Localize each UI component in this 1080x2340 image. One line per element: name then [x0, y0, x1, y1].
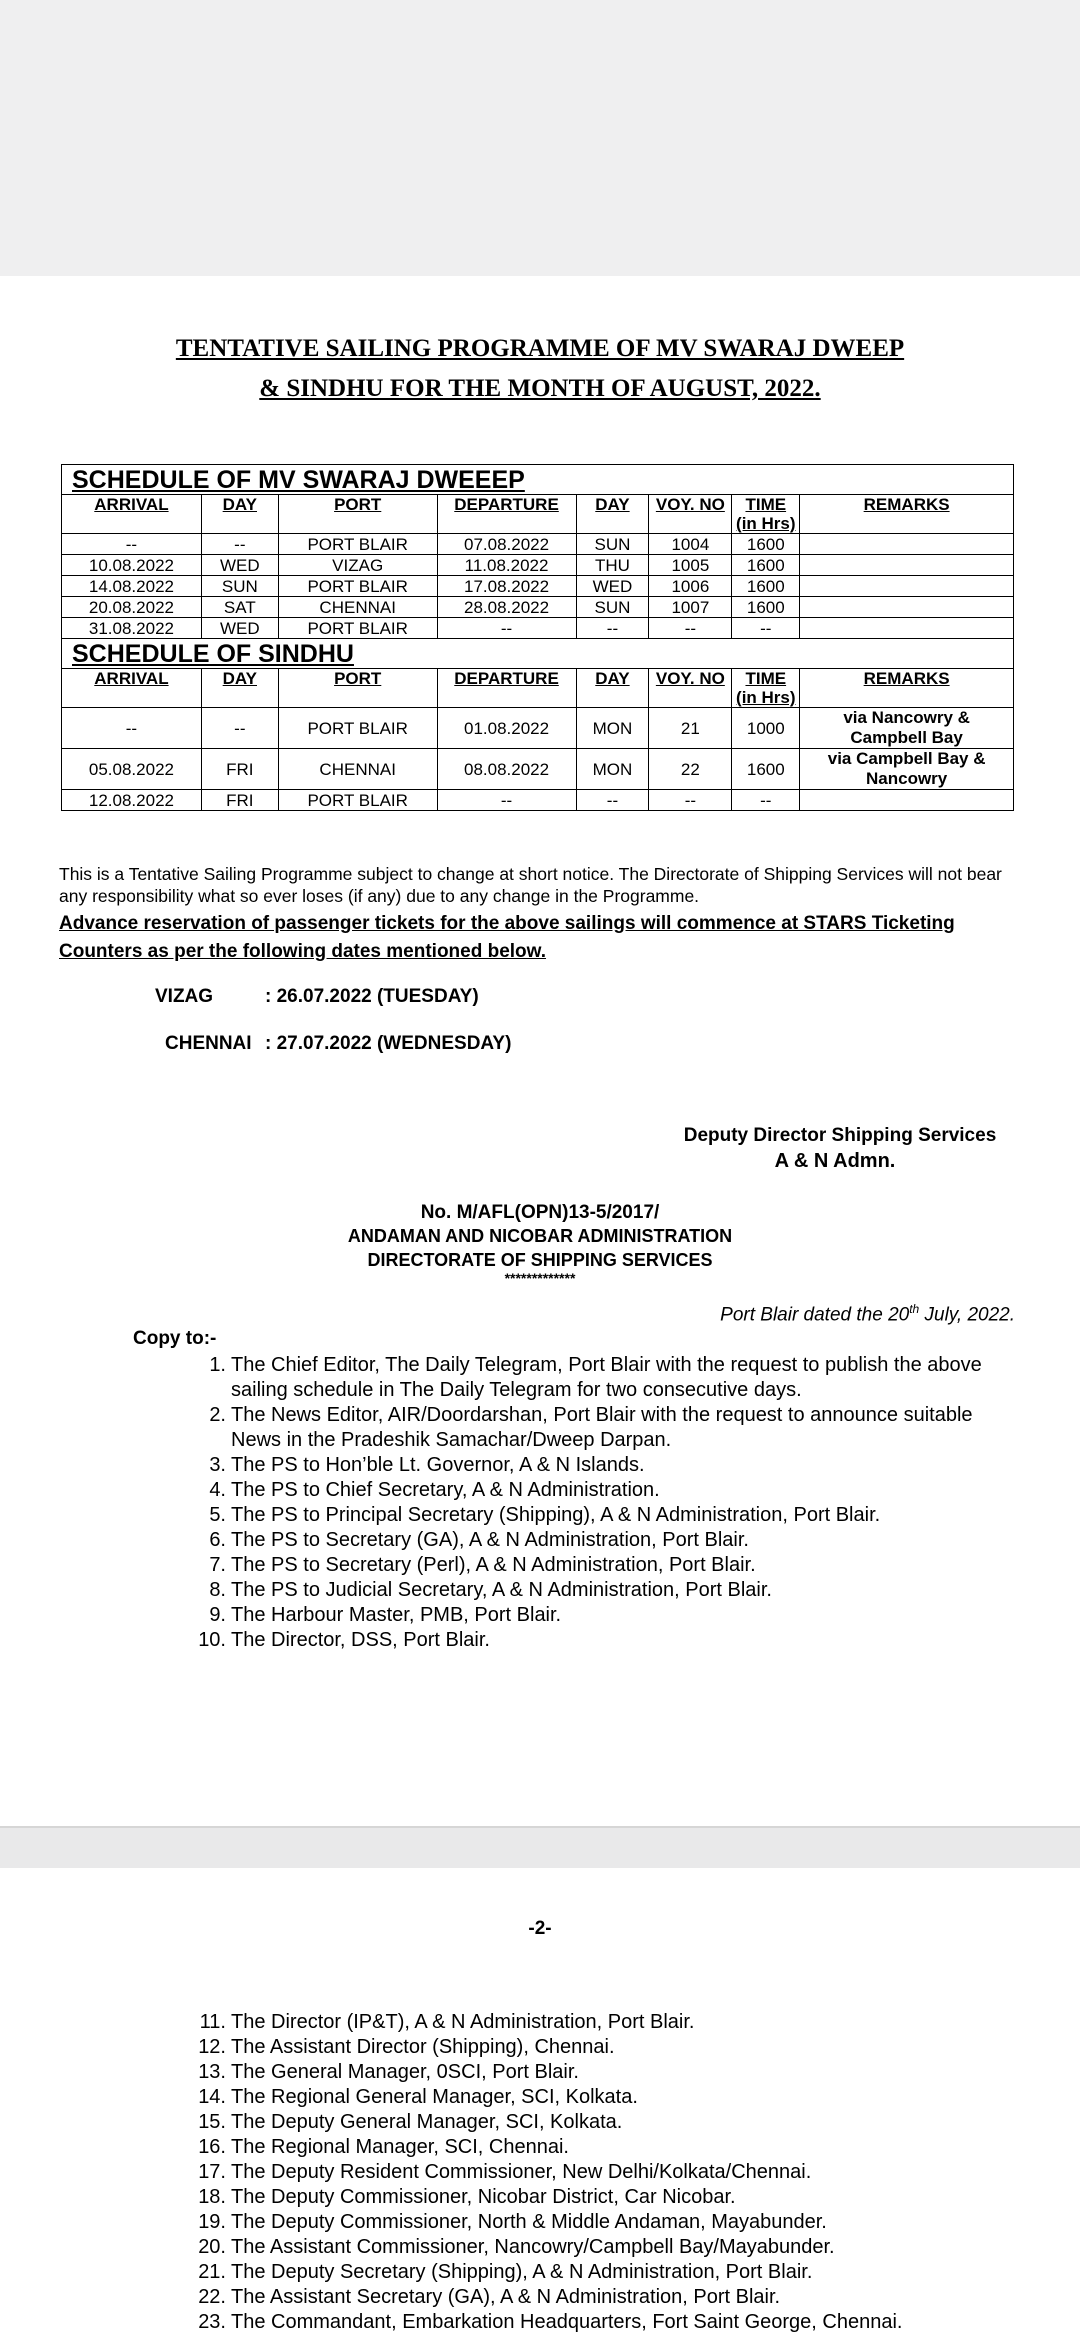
cell: -- — [201, 708, 278, 749]
cell: 1600 — [732, 576, 800, 597]
list-item — [196, 2035, 1076, 2060]
list-item-number: 21. — [198, 2261, 226, 2283]
list-item-number: 9. — [209, 1604, 226, 1626]
cell: FRI — [201, 749, 278, 790]
list-item — [196, 1528, 1026, 1553]
sindhu-header-row — [62, 669, 1014, 708]
list-item-text: The Director (IP&T), A & N Administration, Port Blair. — [231, 2011, 695, 2033]
list-item-number: 20. — [198, 2236, 226, 2258]
cell: 14.08.2022 — [62, 576, 202, 597]
list-item — [196, 1628, 1026, 1653]
list-item-number: 6. — [209, 1529, 226, 1551]
separator-stars: ************* — [504, 1270, 576, 1286]
cell: 1000 — [732, 708, 800, 749]
schedule-table — [61, 464, 1014, 811]
cell: 1006 — [649, 576, 732, 597]
list-item-number: 11. — [199, 2011, 226, 2033]
disclaimer-text: This is a Tentative Sailing Programme subject to change at short notice. The Directorate of Shipping Services will not bear any responsibility what so ever loses (if any) due to any change in the Programme. — [59, 864, 1002, 906]
cell: 08.08.2022 — [437, 749, 576, 790]
list-item — [196, 2185, 1076, 2210]
document-page-1 — [0, 276, 1080, 1826]
list-item-text: The Assistant Secretary (GA), A & N Administration, Port Blair. — [231, 2286, 781, 2308]
cell: CHENNAI — [278, 597, 437, 618]
swaraj-header-row — [62, 495, 1014, 534]
reference-number: No. M/AFL(OPN)13-5/2017/ — [420, 1202, 660, 1223]
header-cell: PORT — [278, 495, 437, 534]
cell: 1600 — [732, 555, 800, 576]
cell — [800, 597, 1014, 618]
cell: VIZAG — [278, 555, 437, 576]
cell: 21 — [649, 708, 732, 749]
cell: PORT BLAIR — [278, 534, 437, 555]
list-item — [196, 2310, 1076, 2335]
list-item-number: 7. — [209, 1554, 226, 1576]
list-item-number: 5. — [209, 1504, 226, 1526]
cell: 12.08.2022 — [62, 790, 202, 811]
copy-to-label: Copy to:- — [133, 1328, 217, 1349]
list-item — [196, 2060, 1076, 2085]
list-item-text: The PS to Secretary (Perl), A & N Administration, Port Blair. — [231, 1554, 756, 1576]
list-item — [196, 1603, 1026, 1628]
cell: PORT BLAIR — [278, 708, 437, 749]
header-cell: DAY — [576, 495, 649, 534]
header-cell: REMARKS — [800, 669, 1014, 708]
cell: SUN — [576, 597, 649, 618]
list-item-number: 1. — [209, 1354, 226, 1376]
list-item — [196, 1453, 1026, 1478]
list-item — [196, 1578, 1026, 1603]
list-item-number: 4. — [209, 1479, 226, 1501]
list-item-text: The Assistant Commissioner, Nancowry/Campbell Bay/Mayabunder. — [231, 2236, 835, 2258]
cell: 01.08.2022 — [437, 708, 576, 749]
cell: -- — [62, 534, 202, 555]
signature-office: A & N Admn. — [774, 1150, 896, 1172]
cell: SAT — [201, 597, 278, 618]
table-row — [62, 708, 1014, 749]
cell: via Campbell Bay & Nancowry — [800, 749, 1014, 790]
list-item-text: The Deputy General Manager, SCI, Kolkata. — [231, 2111, 623, 2133]
list-item — [196, 1503, 1026, 1528]
table-row — [62, 597, 1014, 618]
list-item — [196, 2260, 1076, 2285]
viewer-top-area — [0, 0, 1080, 276]
chennai-date: : 27.07.2022 (WEDNESDAY) — [265, 1033, 512, 1054]
list-item-text: The Deputy Resident Commissioner, New Delhi/Kolkata/Chennai. — [231, 2161, 812, 2183]
list-item-text: The Director, DSS, Port Blair. — [231, 1629, 490, 1651]
header-cell: PORT — [278, 669, 437, 708]
vizag-date: : 26.07.2022 (TUESDAY) — [265, 986, 479, 1007]
list-item-number: 10. — [198, 1629, 226, 1651]
list-item — [196, 2235, 1076, 2260]
page-number: -2- — [528, 1918, 552, 1939]
cell: 22 — [649, 749, 732, 790]
cell: WED — [576, 576, 649, 597]
header-cell: VOY. NO — [649, 495, 732, 534]
list-item — [196, 2010, 1076, 2035]
cell — [800, 618, 1014, 639]
administration-name: ANDAMAN AND NICOBAR ADMINISTRATION — [347, 1226, 733, 1246]
list-item-number: 12. — [198, 2036, 226, 2058]
list-item-number: 17. — [198, 2161, 226, 2183]
document-title-line-1: TENTATIVE SAILING PROGRAMME OF MV SWARAJ DWEEP — [175, 335, 905, 362]
list-item — [196, 2135, 1076, 2160]
cell: WED — [201, 555, 278, 576]
cell: -- — [437, 618, 576, 639]
list-item-text: The Regional Manager, SCI, Chennai. — [231, 2136, 569, 2158]
dated-superscript: th — [909, 1302, 920, 1316]
document-page-2 — [0, 1868, 1080, 2340]
list-item — [196, 2160, 1076, 2185]
cell — [800, 790, 1014, 811]
list-item-number: 16. — [198, 2136, 226, 2158]
cell: 31.08.2022 — [62, 618, 202, 639]
list-item-number: 3. — [209, 1454, 226, 1476]
list-item-number: 13. — [198, 2061, 226, 2083]
list-item — [196, 1478, 1026, 1503]
directorate-name: DIRECTORATE OF SHIPPING SERVICES — [367, 1250, 713, 1270]
header-cell: DAY — [201, 495, 278, 534]
list-item-number: 8. — [209, 1579, 226, 1601]
list-item — [196, 1353, 1026, 1403]
list-item-text: The PS to Hon’ble Lt. Governor, A & N Islands. — [231, 1454, 645, 1476]
cell: 1600 — [732, 597, 800, 618]
table-row — [62, 618, 1014, 639]
cell: PORT BLAIR — [278, 790, 437, 811]
cell: 1007 — [649, 597, 732, 618]
list-item-text: The Regional General Manager, SCI, Kolkata. — [231, 2086, 638, 2108]
dated-text: Port Blair dated the 20 — [720, 1304, 910, 1326]
list-item-text: The Harbour Master, PMB, Port Blair. — [231, 1604, 562, 1626]
list-item-text: The PS to Judicial Secretary, A & N Administration, Port Blair. — [231, 1579, 772, 1601]
header-cell: TIME (in Hrs) — [732, 495, 800, 534]
cell: -- — [649, 618, 732, 639]
header-cell: ARRIVAL — [62, 495, 202, 534]
list-item-number: 22. — [198, 2286, 226, 2308]
cell: PORT BLAIR — [278, 576, 437, 597]
header-cell: REMARKS — [800, 495, 1014, 534]
cell: MON — [576, 749, 649, 790]
header-cell: VOY. NO — [649, 669, 732, 708]
cell: -- — [576, 618, 649, 639]
list-item-number: 18. — [198, 2186, 226, 2208]
copy-to-list-continued — [196, 2010, 1076, 2335]
list-item-number: 14. — [198, 2086, 226, 2108]
advance-reservation-notice: Advance reservation of passenger tickets for the above sailings will commence at STARS Ticketing Counters as per the following dates mentioned below. — [59, 913, 955, 962]
cell: via Nancowry & Campbell Bay — [800, 708, 1014, 749]
list-item-text: The Chief Editor, The Daily Telegram, Port Blair with the request to publish the above sailing schedule in The Daily Telegram for two consecutive days. — [231, 1354, 982, 1401]
chennai-label: CHENNAI — [165, 1033, 252, 1054]
cell — [800, 576, 1014, 597]
cell: SUN — [201, 576, 278, 597]
header-cell: DEPARTURE — [437, 495, 576, 534]
list-item-text: The Deputy Commissioner, North & Middle Andaman, Mayabunder. — [231, 2211, 827, 2233]
dated-text-end: July, 2022. — [919, 1304, 1015, 1326]
header-cell: DAY — [201, 669, 278, 708]
list-item-text: The General Manager, 0SCI, Port Blair. — [231, 2061, 579, 2083]
list-item-number: 2. — [209, 1404, 226, 1426]
cell: -- — [437, 790, 576, 811]
cell: 07.08.2022 — [437, 534, 576, 555]
cell — [800, 555, 1014, 576]
header-cell: TIME (in Hrs) — [732, 669, 800, 708]
list-item-text: The Assistant Director (Shipping), Chennai. — [231, 2036, 615, 2058]
cell: -- — [649, 790, 732, 811]
cell: -- — [62, 708, 202, 749]
signature-designation: Deputy Director Shipping Services — [683, 1125, 997, 1146]
cell: 05.08.2022 — [62, 749, 202, 790]
cell: MON — [576, 708, 649, 749]
dated-line — [560, 1302, 1015, 1326]
table-row — [62, 534, 1014, 555]
list-item-text: The PS to Secretary (GA), A & N Administration, Port Blair. — [231, 1529, 749, 1551]
document-title-line-2: & SINDHU FOR THE MONTH OF AUGUST, 2022. — [259, 375, 821, 402]
cell: 1004 — [649, 534, 732, 555]
header-cell: DEPARTURE — [437, 669, 576, 708]
list-item — [196, 2210, 1076, 2235]
cell: WED — [201, 618, 278, 639]
page-separator — [0, 1826, 1080, 1868]
list-item — [196, 2110, 1076, 2135]
cell: 10.08.2022 — [62, 555, 202, 576]
list-item-text: The PS to Chief Secretary, A & N Administration. — [231, 1479, 660, 1501]
cell: PORT BLAIR — [278, 618, 437, 639]
list-item-text: The Commandant, Embarkation Headquarters, Fort Saint George, Chennai. — [231, 2311, 903, 2333]
cell: 17.08.2022 — [437, 576, 576, 597]
list-item-number: 15. — [198, 2111, 226, 2133]
cell: 1005 — [649, 555, 732, 576]
cell — [800, 534, 1014, 555]
cell: 1600 — [732, 534, 800, 555]
table-row — [62, 790, 1014, 811]
cell: -- — [732, 618, 800, 639]
cell: 1600 — [732, 749, 800, 790]
cell: -- — [732, 790, 800, 811]
sindhu-schedule-heading: SCHEDULE OF SINDHU — [62, 639, 1014, 669]
table-row — [62, 749, 1014, 790]
list-item-text: The Deputy Secretary (Shipping), A & N Administration, Port Blair. — [231, 2261, 813, 2283]
list-item-number: 19. — [198, 2211, 226, 2233]
cell: 11.08.2022 — [437, 555, 576, 576]
list-item-text: The News Editor, AIR/Doordarshan, Port Blair with the request to announce suitable News in the Pradeshik Samachar/Dweep Darpan. — [231, 1404, 973, 1451]
header-cell: DAY — [576, 669, 649, 708]
cell: CHENNAI — [278, 749, 437, 790]
cell: -- — [576, 790, 649, 811]
header-cell: ARRIVAL — [62, 669, 202, 708]
cell: 28.08.2022 — [437, 597, 576, 618]
table-row — [62, 576, 1014, 597]
cell: THU — [576, 555, 649, 576]
list-item — [196, 1403, 1026, 1453]
list-item-text: The PS to Principal Secretary (Shipping), A & N Administration, Port Blair. — [231, 1504, 881, 1526]
vizag-label: VIZAG — [155, 986, 214, 1007]
cell: 20.08.2022 — [62, 597, 202, 618]
swaraj-schedule-heading: SCHEDULE OF MV SWARAJ DWEEEP — [62, 465, 1014, 495]
cell: SUN — [576, 534, 649, 555]
list-item — [196, 2285, 1076, 2310]
list-item-number: 23. — [198, 2311, 226, 2333]
table-row — [62, 555, 1014, 576]
cell: -- — [201, 534, 278, 555]
list-item — [196, 1553, 1026, 1578]
cell: FRI — [201, 790, 278, 811]
list-item — [196, 2085, 1076, 2110]
copy-to-list — [196, 1353, 1026, 1653]
list-item-text: The Deputy Commissioner, Nicobar District, Car Nicobar. — [231, 2186, 736, 2208]
